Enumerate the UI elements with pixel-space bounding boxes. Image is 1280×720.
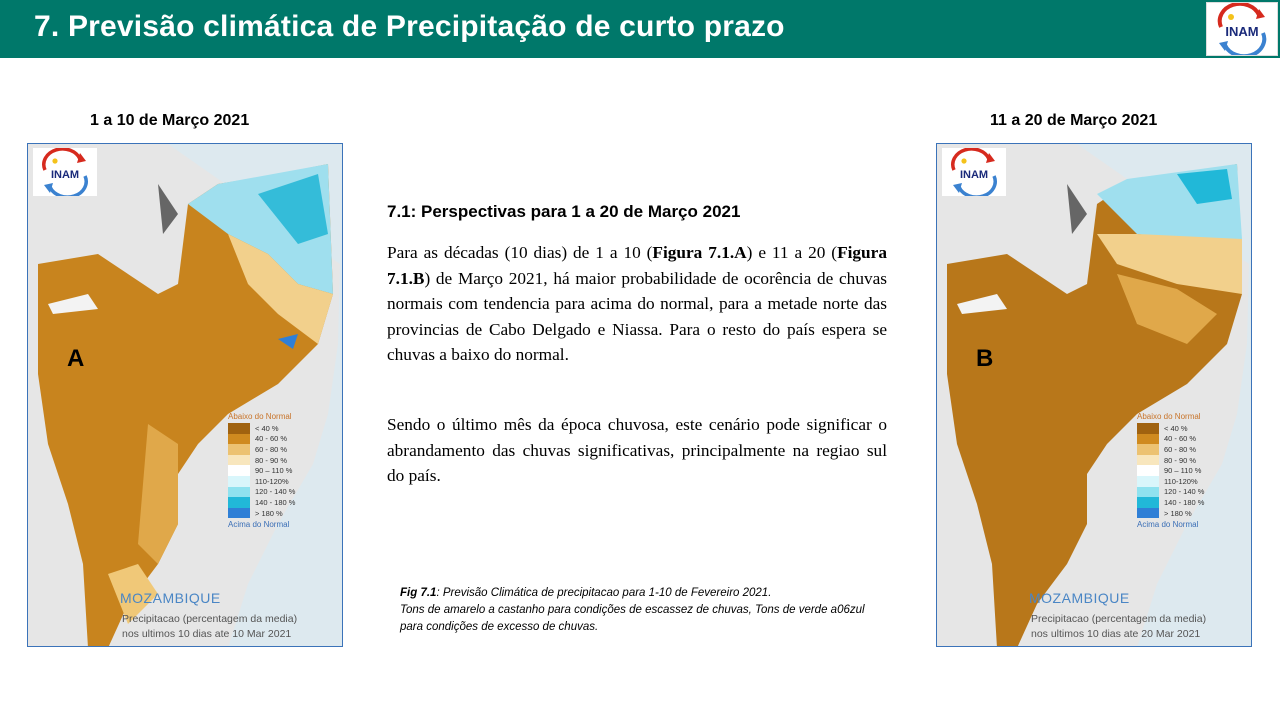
legend-swatch — [1137, 497, 1159, 508]
legend-swatch — [1137, 455, 1159, 466]
legend-label: 60 - 80 % — [1164, 444, 1197, 454]
legend-swatch — [1137, 476, 1159, 487]
legend-item — [1137, 465, 1204, 476]
legend-item — [1137, 487, 1204, 498]
legend-label: 110-120% — [255, 476, 289, 486]
map-b-description — [1031, 612, 1206, 642]
legend-rows — [1137, 423, 1204, 518]
map-b-country: MOZAMBIQUE — [1029, 590, 1130, 606]
legend-item — [1137, 455, 1204, 466]
legend-item — [228, 508, 295, 519]
legend-item — [1137, 434, 1204, 445]
legend-swatch — [228, 455, 250, 466]
map-b-logo — [942, 148, 1006, 196]
legend-label: < 40 % — [255, 423, 279, 433]
map-a-desc-line2: nos ultimos 10 dias ate 10 Mar 2021 — [122, 628, 292, 640]
legend-swatch — [228, 487, 250, 498]
paragraph-1 — [387, 240, 887, 368]
map-b-desc-line2: nos ultimos 10 dias ate 20 Mar 2021 — [1031, 628, 1201, 640]
caption-line2: Tons de amarelo a castanho para condições de escassez de chuvas, Tons de verde a06zul para condições de excesso de chuvas. — [400, 604, 865, 633]
legend-swatch — [228, 476, 250, 487]
legend-head: Abaixo do Normal — [1137, 412, 1201, 421]
caption-line1: : Previsão Climática de precipitacao para 1-10 de Fevereiro 2021. — [436, 587, 772, 599]
page-title: 7. Previsão climática de Precipitação de curto prazo — [34, 10, 785, 43]
p1-figure-a-ref: Figura 7.1.A — [652, 243, 747, 262]
legend-label: 40 - 60 % — [1164, 434, 1197, 444]
legend-item — [228, 487, 295, 498]
legend-item — [228, 476, 295, 487]
legend-label: 140 - 180 % — [1164, 497, 1205, 507]
legend-label: > 180 % — [1164, 508, 1192, 518]
legend-label: > 180 % — [255, 508, 283, 518]
legend-item — [228, 497, 295, 508]
paragraph-2: Sendo o último mês da época chuvosa, este cenário pode significar o abrandamento das chuvas significativas, principalmente na regiao sul do país. — [387, 415, 887, 485]
legend-swatch — [228, 508, 250, 519]
legend-label: 140 - 180 % — [255, 497, 296, 507]
legend-label: 110-120% — [1164, 476, 1198, 486]
map-a-image — [28, 144, 343, 647]
map-b-period-label: 11 a 20 de Março 2021 — [990, 112, 1158, 129]
legend-item — [228, 434, 295, 445]
legend-swatch — [228, 465, 250, 476]
map-a-desc-line1: Precipitacao (percentagem da media) — [122, 613, 298, 625]
caption-label: Fig 7.1 — [400, 587, 437, 599]
figure-caption — [400, 585, 890, 636]
legend-label: 80 - 90 % — [1164, 455, 1197, 465]
legend-label: 120 - 140 % — [255, 487, 296, 497]
legend-swatch — [228, 423, 250, 434]
map-a-period-label: 1 a 10 de Março 2021 — [90, 112, 250, 129]
legend-swatch — [1137, 465, 1159, 476]
legend-item — [1137, 497, 1204, 508]
legend-item — [228, 423, 295, 434]
legend-swatch — [1137, 508, 1159, 519]
legend-swatch — [1137, 444, 1159, 455]
legend-swatch — [228, 434, 250, 445]
legend-label: 90 – 110 % — [255, 466, 293, 476]
p1-text-b: ) e 11 a 20 ( — [746, 243, 838, 262]
inam-logo — [1206, 2, 1278, 56]
map-b-desc-line1: Precipitacao (percentagem da media) — [1031, 613, 1207, 625]
map-a-letter: A — [67, 345, 85, 372]
legend-swatch — [1137, 487, 1159, 498]
legend-rows — [228, 423, 295, 518]
map-a-panel — [27, 143, 343, 647]
legend-head: Abaixo do Normal — [228, 412, 292, 421]
legend-swatch — [1137, 423, 1159, 434]
map-b-panel — [936, 143, 1252, 647]
legend-item — [1137, 508, 1204, 519]
p1-text-c: ) de Março 2021, há maior probabilidade de ocorência de chuvas normais com tendencia para acima do normal, para a metade norte das provincias de Cabo Delgado e Niassa. Para o resto do país espera se chuvas a baixo do normal. — [387, 268, 887, 364]
legend-item — [228, 455, 295, 466]
map-a-country: MOZAMBIQUE — [120, 590, 221, 606]
p1-text-a: Para as décadas (10 dias) de 1 a 10 ( — [387, 243, 653, 262]
legend-item — [1137, 444, 1204, 455]
legend-item — [228, 444, 295, 455]
header-bar — [0, 0, 1280, 58]
svg-text:INAM: INAM — [50, 169, 80, 181]
svg-text:INAM: INAM — [1225, 24, 1259, 39]
legend-label: 80 - 90 % — [255, 455, 288, 465]
map-b-letter: B — [976, 345, 994, 372]
p1-figure-b-ref: Figura 7.1.B — [387, 243, 887, 288]
map-b-legend — [1137, 412, 1204, 529]
map-a-description — [122, 612, 297, 642]
legend-label: 90 – 110 % — [1164, 466, 1202, 476]
map-a-legend — [228, 412, 295, 529]
legend-label: 120 - 140 % — [1164, 487, 1205, 497]
svg-text:INAM: INAM — [959, 169, 989, 181]
legend-item — [1137, 476, 1204, 487]
map-a-logo — [33, 148, 97, 196]
legend-swatch — [228, 497, 250, 508]
legend-foot: Acima do Normal — [228, 520, 290, 530]
legend-label: 40 - 60 % — [255, 434, 288, 444]
legend-item — [1137, 423, 1204, 434]
section-title: 7.1: Perspectivas para 1 a 20 de Março 2021 — [387, 202, 741, 221]
legend-item — [228, 465, 295, 476]
legend-swatch — [1137, 434, 1159, 445]
legend-label: 60 - 80 % — [255, 444, 288, 454]
legend-label: < 40 % — [1164, 423, 1188, 433]
map-b-image — [937, 144, 1252, 647]
legend-swatch — [228, 444, 250, 455]
legend-foot: Acima do Normal — [1137, 520, 1199, 530]
